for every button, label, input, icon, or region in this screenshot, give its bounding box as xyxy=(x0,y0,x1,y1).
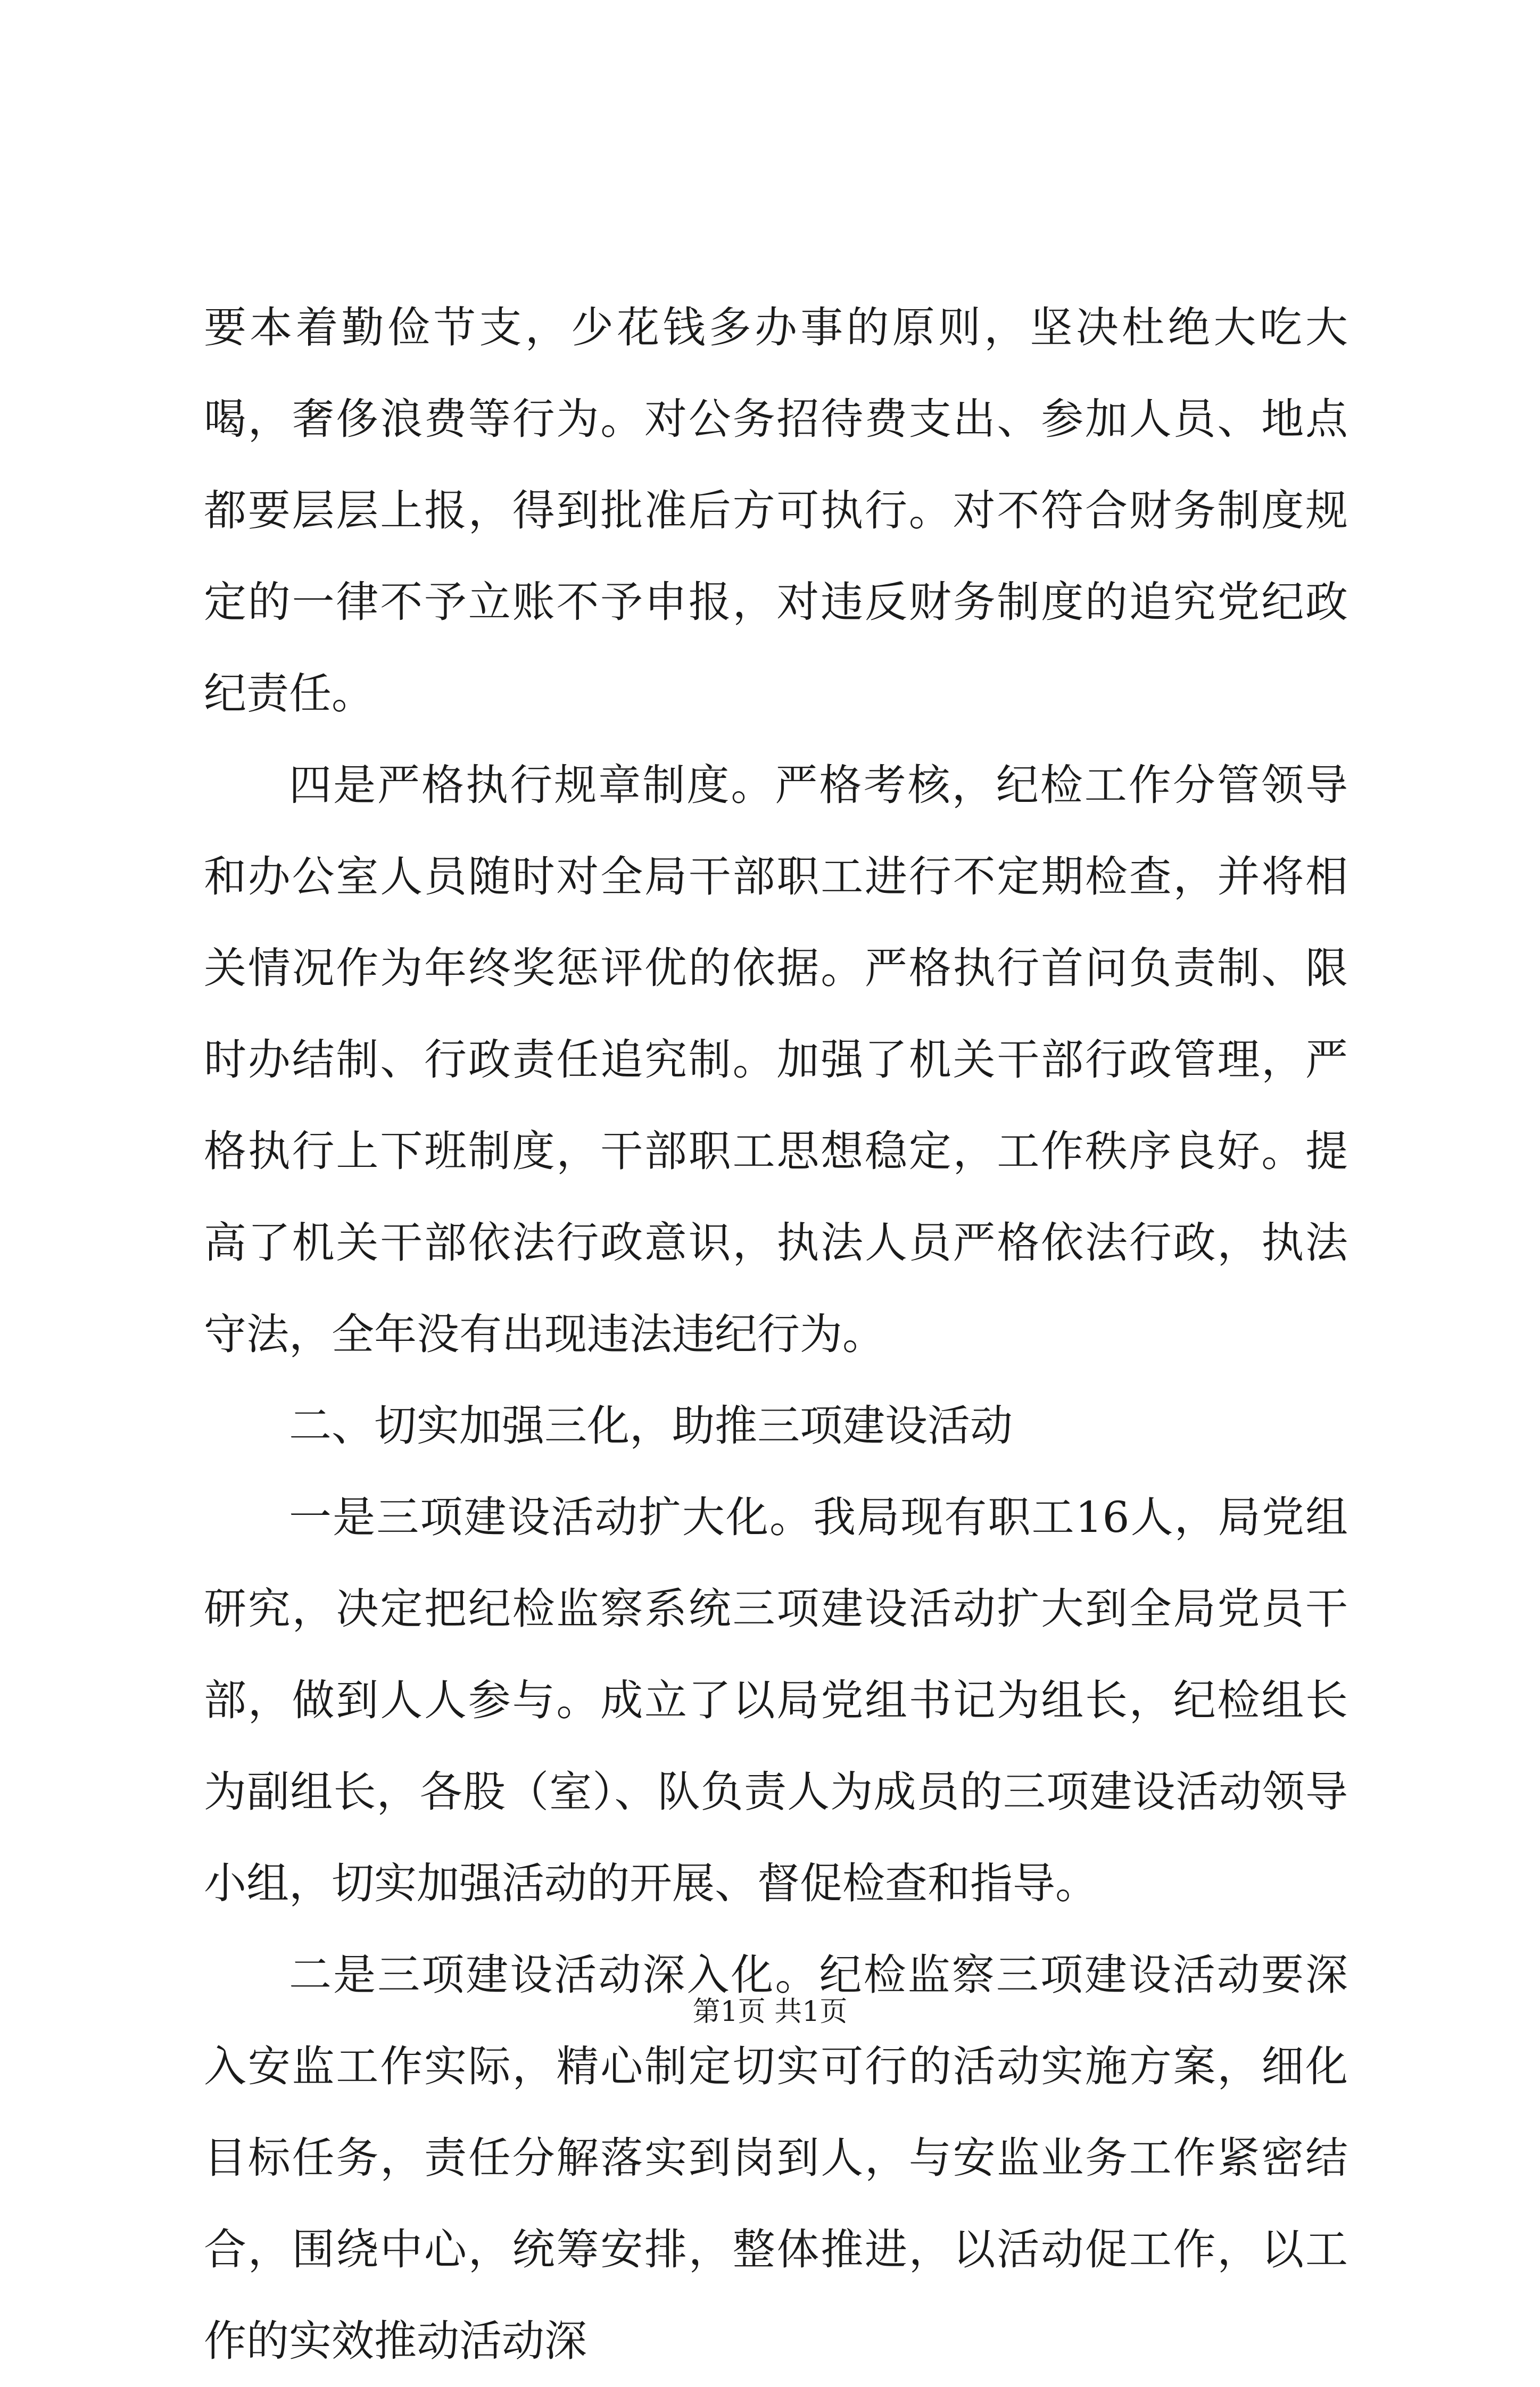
paragraph-point-four: 四是严格执行规章制度。严格考核，纪检工作分管领导和办公室人员随时对全局干部职工进行不定期检查，并将相关情况作为年终奖惩评优的依据。严格执行首问负责制、限时办结制、行政责任追究制。加强了机关干部行政管理，严格执行上下班制度，干部职工思想稳定，工作秩序良好。提高了机关干部依法行政意识，执法人员严格依法行政，执法守法，全年没有出现违法违纪行为。 xyxy=(204,760,1348,1359)
document-body xyxy=(204,282,1348,2387)
paragraph-point-one: 一是三项建设活动扩大化。我局现有职工16人，局党组研究，决定把纪检监察系统三项建设活动扩大到全局党员干部，做到人人参与。成立了以局党组书记为组长，纪检组长为副组长，各股（室）、队负责人为成员的三项建设活动领导小组，切实加强活动的开展、督促检查和指导。 xyxy=(204,1493,1348,1908)
paragraph-continuation: 要本着勤俭节支，少花钱多办事的原则，坚决杜绝大吃大喝，奢侈浪费等行为。对公务招待费支出、参加人员、地点都要层层上报，得到批准后方可执行。对不符合财务制度规定的一律不予立账不予申报，对违反财务制度的追究党纪政纪责任。 xyxy=(204,303,1348,718)
section-heading-two: 二、切实加强三化，助推三项建设活动 xyxy=(289,1401,1013,1451)
page-footer: 第1页 共1页 xyxy=(692,1996,848,2028)
paragraph-point-two: 二是三项建设活动深入化。纪检监察三项建设活动要深入安监工作实际，精心制定切实可行的活动实施方案，细化目标任务，责任分解落实到岗到人，与安监业务工作紧密结合，围绕中心，统筹安排，整体推进，以活动促工作，以工作的实效推动活动深 xyxy=(204,1950,1348,2366)
